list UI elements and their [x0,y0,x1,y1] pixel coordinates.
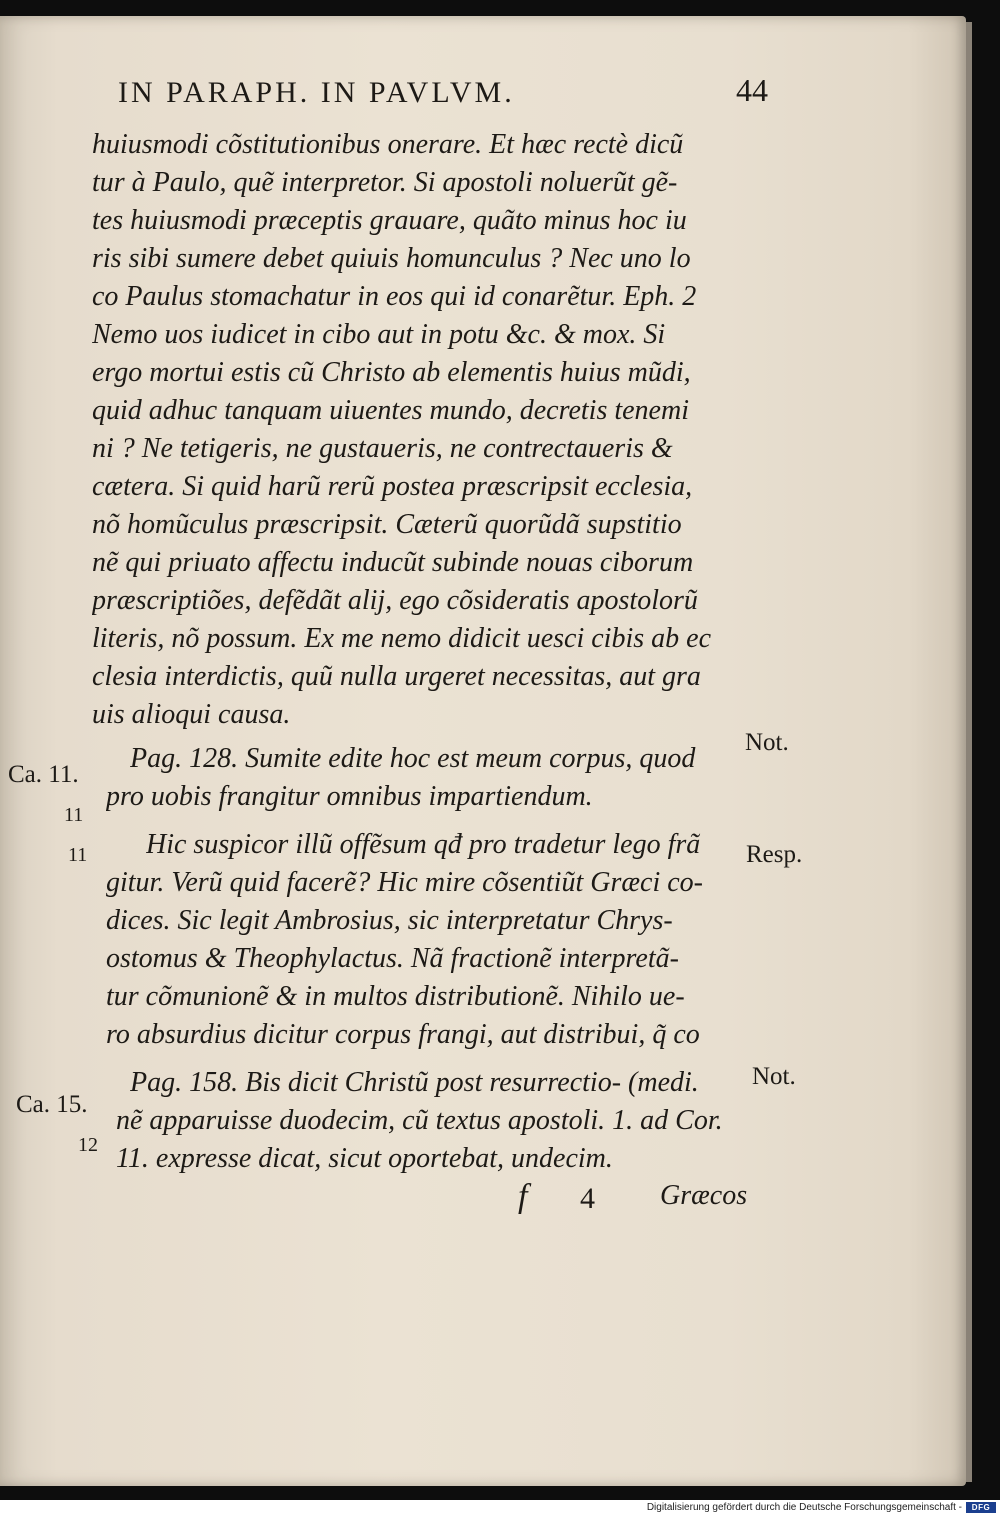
text-line: Pag. 158. Bis dicit Christũ post resurrectio- (medi. [130,1067,699,1098]
text-line: ergo mortui estis cũ Christo ab elementis huius mũdi, [92,357,691,388]
margin-note-resp: Resp. [746,841,803,868]
footer-credit: Digitalisierung gefördert durch die Deutsche Forschungsgemeinschaft - [646,1502,962,1513]
text-line: ro absurdius dicitur corpus frangi, aut distribui, q̃ co [106,1019,700,1050]
text-line: præscriptiões, defẽdãt alij, ego cõsideratis apostolorũ [92,585,698,616]
text-line: quid adhuc tanquam uiuentes mundo, decretis tenemi [92,395,689,426]
text-line: Hic suspicor illũ offẽsum qđ pro tradetur lego frã [146,829,701,860]
margin-note-verse: 11 [64,804,84,826]
text-line: co Paulus stomachatur in eos qui id conarẽtur. Eph. 2 [92,281,697,312]
text-line: ni ? Ne tetigeris, ne gustaueris, ne contrectaueris & [92,433,673,464]
text-line: pro uobis frangitur omnibus impartiendum. [106,781,593,812]
margin-note-verse: 11 [68,844,88,866]
text-line: clesia interdictis, quũ nulla urgeret necessitas, aut gra [92,661,701,692]
margin-note-chapter: Ca. 11. [8,761,79,788]
margin-note-chapter: Ca. 15. [16,1091,88,1118]
text-line: tes huiusmodi præceptis grauare, quãto minus hoc iu [92,205,687,236]
text-line: cætera. Si quid harũ rerũ postea præscripsit ecclesia, [92,471,693,502]
dfg-logo-icon: DFG [966,1502,996,1513]
text-line: nẽ apparuisse duodecim, cũ textus apostoli. 1. ad Cor. [116,1105,723,1136]
text-line: 11. expresse dicat, sicut oportebat, undecim. [116,1143,613,1174]
margin-note-verse: 12 [78,1134,98,1156]
margin-note-not: Not. [745,729,789,756]
text-line: tur à Paulo, quẽ interpretor. Si apostoli noluerũt gẽ- [92,167,678,198]
text-line: literis, nõ possum. Ex me nemo didicit uesci cibis ab ec [92,623,711,654]
running-head [118,72,768,116]
text-line: tur cõmunionẽ & in multos distributionẽ. Nihilo ue- [106,981,685,1012]
signature-mark: f [518,1178,528,1215]
text-line: ostomus & Theophylactus. Nã fractionẽ interpretã- [106,943,679,974]
running-head-title: IN PARAPH. IN PAVLVM. [118,76,515,109]
text-line: Pag. 128. Sumite edite hoc est meum corpus, quod [130,743,696,774]
text-line: Nemo uos iudicet in cibo aut in potu &c. & mox. Si [92,319,666,350]
text-line: ris sibi sumere debet quiuis homunculus ? Nec uno lo [92,243,691,274]
text-line: huiusmodi cõstitutionibus onerare. Et hæc rectè dicũ [92,129,684,160]
signature-number: 4 [580,1182,595,1215]
text-line: dices. Sic legit Ambrosius, sic interpretatur Chrys- [106,905,673,936]
text-line: nẽ qui priuato affectu inducũt subinde nouas ciborum [92,547,694,578]
text-line: gitur. Verũ quid facerẽ? Hic mire cõsentiũt Græci co- [106,867,703,898]
folio-number: 44 [736,72,768,108]
text-line: uis alioqui causa. [92,699,291,730]
catchword: Græcos [660,1180,748,1211]
margin-note-not: Not. [752,1063,796,1090]
page-edge [966,22,972,1482]
text-line: nõ homũculus præscripsit. Cæterũ quorũdã supstitio [92,509,682,540]
